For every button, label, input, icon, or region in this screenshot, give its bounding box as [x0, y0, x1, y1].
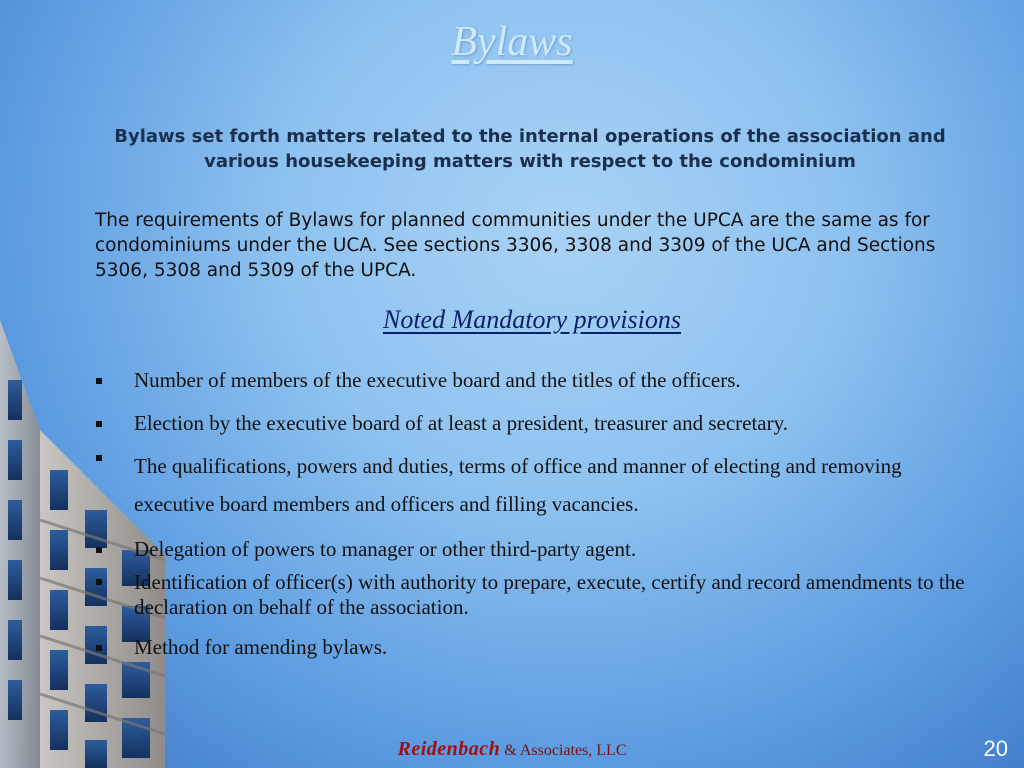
bullet-icon [96, 579, 102, 585]
footer [0, 738, 1024, 761]
bullet-icon [96, 421, 102, 427]
bullet-icon [96, 378, 102, 384]
section-heading: Noted Mandatory provisions [382, 305, 682, 334]
bullet-text: Delegation of powers to manager or other third-party agent. [134, 537, 637, 561]
slide-title: Bylaws [451, 19, 573, 65]
bullet-icon [96, 547, 102, 553]
bullet-text: Identification of officer(s) with authority to prepare, execute, certify and record amendments to the declaration on behalf of the association. [134, 570, 965, 619]
bullet-icon [96, 645, 102, 651]
page-number: 20 [983, 736, 1008, 761]
bullet-icon [96, 455, 102, 461]
footer-company: & Associates, LLC [504, 742, 627, 759]
bullet-text: The qualifications, powers and duties, terms of office and manner of electing and removing executive board members and officers and filling vacancies. [134, 454, 902, 516]
bullet-text: Number of members of the executive board and the titles of the officers. [134, 368, 741, 392]
intro-paragraph: The requirements of Bylaws for planned communities under the UPCA are the same as for condominiums under the UCA. See sections 3306, 3308 and 3309 of the UCA and Sections 5306, 5308 and 5309 of the UPCA. [95, 210, 936, 281]
slide-subtitle: Bylaws set forth matters related to the internal operations of the association and various housekeeping matters with respect to the condominium [114, 126, 946, 172]
bullet-text: Method for amending bylaws. [134, 635, 388, 659]
footer-brand: Reidenbach [397, 738, 501, 760]
bullet-text: Election by the executive board of at least a president, treasurer and secretary. [134, 411, 789, 435]
